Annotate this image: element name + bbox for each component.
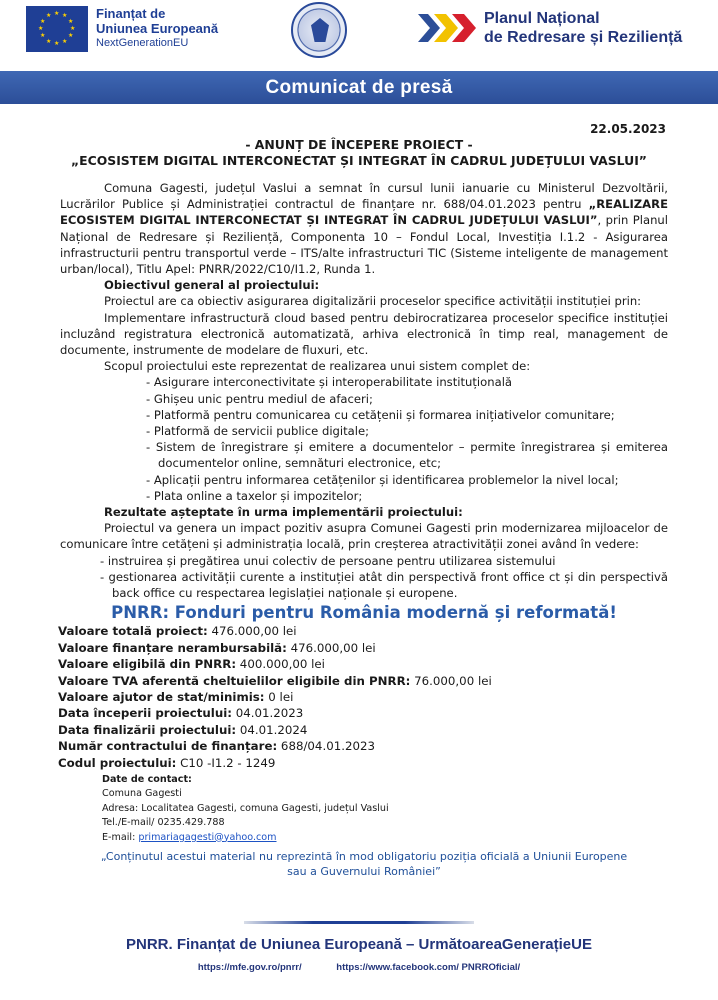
fact-row	[58, 656, 668, 672]
fact-value: 688/04.01.2023	[277, 739, 375, 754]
fact-row	[58, 738, 668, 754]
contact-name: Comuna Gagesti	[102, 788, 182, 800]
guvernul-romaniei-seal-icon	[291, 2, 347, 58]
contact-heading: Date de contact:	[102, 773, 192, 785]
fact-value: 76.000,00 lei	[410, 673, 492, 688]
fact-label: Valoare TVA aferentă cheltuielilor eligibile din PNRR:	[58, 673, 411, 688]
document-date: 22.05.2023	[590, 122, 666, 136]
eu-flag-icon: ★ ★ ★ ★ ★ ★ ★ ★ ★ ★ ★ ★	[26, 6, 88, 52]
pnrr-slogan: PNRR: Fonduri pentru România modernă și reformată!	[111, 603, 617, 623]
document-body	[60, 180, 668, 879]
contact-block	[60, 773, 668, 845]
pnrr-flag-icon	[418, 8, 476, 48]
pnrr-logo	[418, 8, 682, 48]
results-text: Proiectul va genera un impact pozitiv asupra Comunei Gagesti prin modernizarea mijloacelor de comunicare între cetățeni și administrația locală, prin creșterea atractivității zonei având în vedere:	[60, 521, 668, 552]
list-item: - Ghișeu unic pentru mediul de afaceri;	[146, 391, 373, 406]
list-item: - Asigurare interconectivitate și interoperabilitate instituțională	[146, 375, 513, 390]
list-item: - Aplicații pentru informarea cetățenilor și identificarea problemelor la nivel local;	[146, 472, 619, 487]
pnrr-logo-text	[484, 9, 682, 47]
list-item: - Sistem de înregistrare și emitere a documentelor – permite înregistrarea și emiterea documentelor online, semnături electronice, etc;	[146, 440, 668, 471]
footer-slogan: PNRR. Finanțat de Uniunea Europeană – UrmătoareaGenerațieUE	[126, 936, 592, 953]
project-facts	[58, 623, 668, 771]
list-item: - Platformă de servicii publice digitale;	[146, 424, 370, 439]
results-list	[60, 553, 668, 602]
fact-value: 476.000,00 lei	[207, 624, 297, 639]
fact-label: Valoare finanțare nerambursabilă:	[58, 640, 287, 655]
disclaimer: „Conținutul acestui material nu reprezintă în mod obligatoriu poziția oficială a Uniunii Europene sau a Guvernului României”	[100, 849, 628, 878]
list-item: - gestionarea activității curente a instituției atât din perspectivă front office ct și din perspectivă back office cu respectarea legislației naționale și europene.	[100, 569, 668, 601]
fact-value: 04.01.2024	[236, 722, 308, 737]
fact-row	[58, 673, 668, 689]
title-line2: „ECOSISTEM DIGITAL INTERCONECTAT ȘI INTEGRAT ÎN CADRUL JUDEȚULUI VASLUI”	[71, 153, 647, 168]
eu-funding-logo	[26, 6, 218, 52]
intro-paragraph	[60, 180, 668, 277]
eagle-icon	[311, 18, 329, 42]
fact-label: Data finalizării proiectului:	[58, 722, 237, 737]
eu-funding-text	[96, 6, 218, 50]
scope-list	[60, 374, 668, 504]
fact-row	[58, 755, 668, 771]
document-titles	[52, 137, 666, 169]
eu-line1: Finanțat de	[96, 6, 166, 21]
eu-line2: Uniunea Europeană	[96, 21, 219, 36]
intro-text-a: Comuna Gagesti, județul Vaslui a semnat în cursul lunii ianuarie cu Ministerul Dezvoltării, Lucrărilor Publice și Administrației contractul de finanțare nr. 688/04.01.2023 pentru	[60, 181, 668, 212]
contact-address: Adresa: Localitatea Gagesti, comuna Gagesti, județul Vaslui	[102, 802, 389, 814]
banner-title: Comunicat de presă	[265, 77, 453, 98]
fact-value: 400.000,00 lei	[236, 657, 325, 672]
fact-row	[58, 705, 668, 721]
contact-email-row	[102, 831, 668, 845]
fact-row	[58, 722, 668, 738]
scope-text: Scopul proiectului este reprezentat de realizarea unui sistem complet de:	[104, 359, 531, 374]
list-item: - Plata online a taxelor și impozitelor;	[146, 488, 363, 503]
fact-value: 476.000,00 lei	[286, 640, 376, 655]
footer-links	[0, 962, 718, 973]
header-logos	[0, 0, 718, 62]
fact-value: 04.01.2023	[232, 706, 304, 721]
fact-label: Număr contractului de finanțare:	[58, 739, 278, 754]
fact-row	[58, 623, 668, 639]
mfe-link[interactable]: https://mfe.gov.ro/pnrr/	[197, 962, 302, 973]
fact-row	[58, 689, 668, 705]
fact-label: Valoare totală proiect:	[58, 624, 208, 639]
list-item: - instruirea și pregătirea unui colectiv de persoane pentru utilizarea sistemului	[100, 553, 556, 568]
press-release-banner	[0, 71, 718, 104]
contact-phone: Tel./E-mail/ 0235.429.788	[102, 817, 225, 829]
pnrr-line1: Planul Național	[484, 10, 600, 27]
fact-value: C10 -I1.2 - 1249	[176, 755, 276, 770]
fact-label: Data începerii proiectului:	[58, 706, 232, 721]
list-item: - Platformă pentru comunicarea cu cetățenii și formarea inițiativelor comunitare;	[146, 407, 615, 422]
fact-row	[58, 640, 668, 656]
footer-divider	[244, 921, 474, 924]
objective-heading: Obiectivul general al proiectului:	[104, 278, 320, 293]
pnrr-line2: de Redresare și Reziliență	[484, 29, 683, 46]
intro-project-name: „REALIZARE ECOSISTEM DIGITAL INTERCONECTAT ȘI INTEGRAT ÎN CADRUL JUDEȚULUI VASLUI”	[60, 197, 668, 228]
fact-label: Valoare ajutor de stat/minimis:	[58, 689, 265, 704]
implementation-text: Implementare infrastructură cloud based pentru debirocratizarea proceselor specifice instituției incluzând registratura electronică automatizată, arhiva electronică în timp real, management de documente, instrumente de modelare de fluxuri, etc.	[60, 310, 668, 358]
fact-label: Valoare eligibilă din PNRR:	[58, 657, 237, 672]
facebook-link[interactable]: https://www.facebook.com/ PNRROficial/	[336, 962, 521, 973]
intro-text-c: , prin Planul Național de Redresare și Reziliență, Componenta 10 – Fondul Local, Investiția I.1.2 - Asigurarea infrastructurii pentru transportul verde – ITS/alte infrastructuri TIC (Sisteme inteligente de management urban/local), Titlu Apel: PNRR/2022/C10/I1.2, Runda 1.	[60, 213, 668, 277]
eu-line3: NextGenerationEU	[96, 37, 189, 49]
contact-email-label: E-mail:	[102, 831, 139, 843]
title-line1: - ANUNȚ DE ÎNCEPERE PROIECT -	[245, 137, 473, 152]
objective-text: Proiectul are ca obiectiv asigurarea digitalizării proceselor specifice activității instituției prin:	[104, 294, 642, 309]
results-heading: Rezultate așteptate în urma implementării proiectului:	[104, 505, 463, 520]
fact-label: Codul proiectului:	[58, 755, 177, 770]
fact-value: 0 lei	[264, 689, 294, 704]
contact-email-link[interactable]: primariagagesti@yahoo.com	[138, 831, 277, 843]
